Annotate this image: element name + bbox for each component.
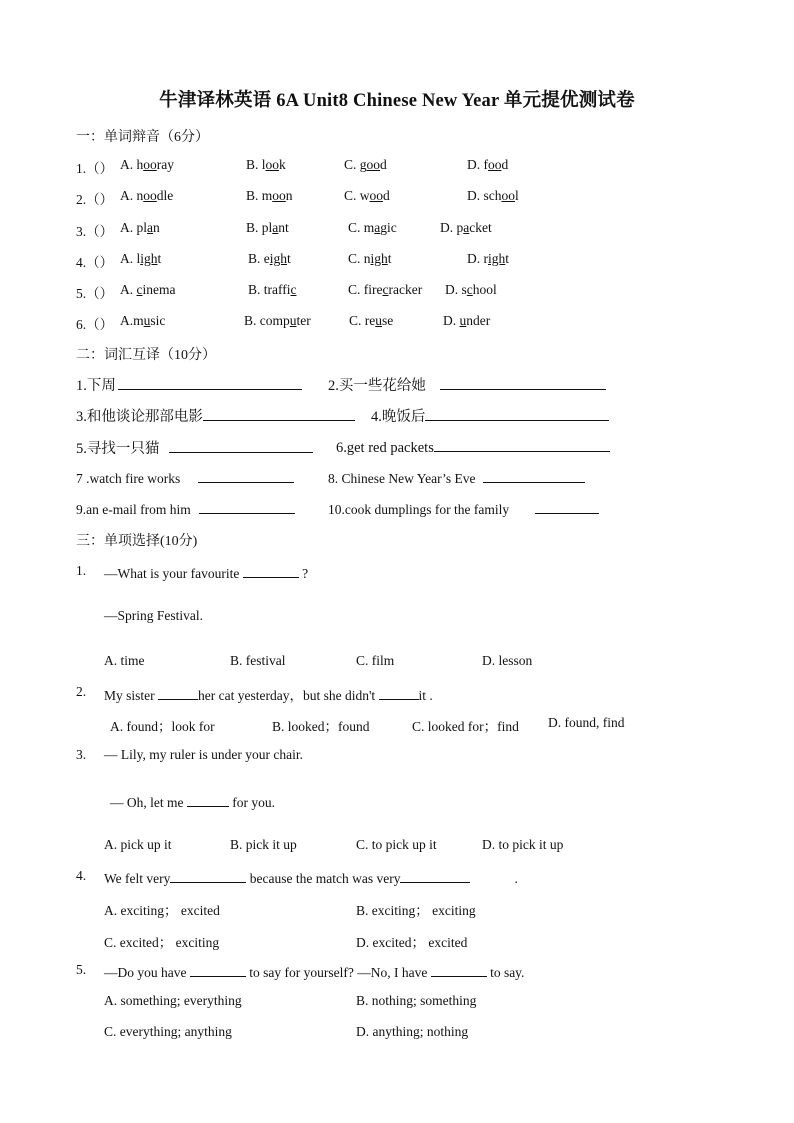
- answer-blank[interactable]: [379, 685, 419, 700]
- option-a: A. cinema: [120, 282, 176, 297]
- answer-blank[interactable]: [169, 438, 313, 453]
- option-c[interactable]: C. everything; anything: [104, 1024, 232, 1039]
- option-c: C. firecracker: [348, 282, 423, 297]
- underlined-letters: u: [143, 313, 151, 328]
- option-d: D. packet: [440, 220, 492, 235]
- option-a: A.music: [120, 313, 166, 328]
- option-a: A. hooray: [120, 157, 174, 172]
- vocab-item-3: 3.和他谈论那部电影: [76, 405, 355, 426]
- vocab-item-7: 7 .watch fire works: [76, 468, 294, 487]
- answer-blank[interactable]: [440, 375, 606, 390]
- underlined-letters: a: [272, 220, 279, 235]
- option-c[interactable]: C. looked for；find: [412, 719, 519, 734]
- vocab-item-6: 6.get red packets: [336, 437, 610, 457]
- answer-blank[interactable]: [199, 499, 295, 514]
- answer-blank[interactable]: [158, 685, 198, 700]
- option-d: D. right: [467, 251, 510, 266]
- question-4-stem: We felt very because the match was very .: [104, 868, 518, 887]
- underlined-letters: u: [459, 313, 467, 328]
- underlined-letters: oo: [501, 188, 515, 203]
- underlined-letters: a: [147, 220, 153, 235]
- question-number[interactable]: 1.（）: [76, 161, 114, 176]
- option-b[interactable]: B. exciting； exciting: [356, 903, 476, 918]
- option-d[interactable]: D. to pick it up: [482, 837, 564, 852]
- option-c: C. wood: [344, 188, 390, 203]
- question-number[interactable]: 5.（）: [76, 286, 114, 301]
- underlined-letters: c: [290, 282, 297, 297]
- option-a[interactable]: A. time: [104, 653, 145, 668]
- option-b: B. moon: [246, 188, 293, 203]
- answer-blank[interactable]: [198, 468, 294, 483]
- underlined-letters: c: [466, 282, 473, 297]
- option-b[interactable]: B. looked；found: [272, 719, 370, 734]
- option-d[interactable]: D. lesson: [482, 653, 533, 668]
- underlined-letters: oo: [272, 188, 286, 203]
- answer-blank[interactable]: [190, 962, 246, 977]
- option-b: B. computer: [244, 313, 311, 328]
- option-c[interactable]: C. excited； exciting: [104, 935, 220, 950]
- question-1-reply: —Spring Festival.: [104, 608, 204, 623]
- option-a: A. light: [120, 251, 162, 266]
- question-2-stem: My sister her cat yesterday，but she didn't it .: [104, 684, 433, 704]
- underlined-letters: igh: [269, 251, 288, 266]
- answer-blank[interactable]: [118, 375, 302, 390]
- answer-blank[interactable]: [243, 563, 299, 578]
- underlined-letters: oo: [143, 188, 157, 203]
- option-d[interactable]: D. anything; nothing: [356, 1024, 469, 1039]
- question-number[interactable]: 6.（）: [76, 317, 114, 332]
- vocab-item-8: 8. Chinese New Year’s Eve: [328, 468, 585, 487]
- option-c[interactable]: C. film: [356, 653, 395, 668]
- option-b[interactable]: B. festival: [230, 653, 286, 668]
- option-c: C. good: [344, 157, 387, 172]
- underlined-letters: a: [374, 220, 381, 235]
- question-number[interactable]: 4.（）: [76, 255, 114, 270]
- option-c: C. magic: [348, 220, 397, 235]
- page-title: 牛津译林英语 6A Unit8 Chinese New Year 单元提优测试卷: [159, 91, 635, 111]
- underlined-letters: oo: [488, 157, 502, 172]
- underlined-letters: u: [289, 313, 297, 328]
- question-3-stem: — Lily, my ruler is under your chair.: [104, 747, 303, 762]
- question-number[interactable]: 2.（）: [76, 192, 114, 207]
- option-c[interactable]: C. to pick up it: [356, 837, 437, 852]
- option-a[interactable]: A. exciting； excited: [104, 903, 220, 918]
- question-number[interactable]: 3.（）: [76, 224, 114, 239]
- question-number: 2.: [76, 684, 87, 699]
- question-number: 4.: [76, 868, 87, 883]
- option-a[interactable]: A. pick up it: [104, 837, 172, 852]
- option-d: D. school: [445, 282, 497, 297]
- option-b[interactable]: B. nothing; something: [356, 993, 477, 1008]
- answer-blank[interactable]: [535, 499, 599, 514]
- answer-blank[interactable]: [400, 868, 470, 883]
- option-b: B. traffic: [248, 282, 297, 297]
- underlined-letters: c: [382, 282, 389, 297]
- option-d: D. food: [467, 157, 509, 172]
- vocab-item-4: 4.晚饭后: [371, 405, 609, 426]
- vocab-item-1: 1.下周: [76, 374, 302, 395]
- option-d: D. under: [443, 313, 491, 328]
- option-a: A. noodle: [120, 188, 174, 203]
- answer-blank[interactable]: [170, 868, 246, 883]
- underlined-letters: igh: [140, 251, 158, 266]
- answer-blank[interactable]: [203, 406, 355, 421]
- question-number: 5.: [76, 962, 87, 977]
- option-b: B. plant: [246, 220, 289, 235]
- underlined-letters: oo: [143, 157, 157, 172]
- option-b[interactable]: B. pick it up: [230, 837, 297, 852]
- question-1-stem: —What is your favourite ?: [104, 563, 308, 582]
- option-b: B. look: [246, 157, 286, 172]
- answer-blank[interactable]: [187, 792, 229, 807]
- question-3-reply: — Oh, let me for you.: [110, 792, 275, 811]
- option-b: B. eight: [248, 251, 291, 266]
- vocab-item-5: 5.寻找一只猫: [76, 437, 313, 458]
- option-d[interactable]: D. excited； excited: [356, 935, 468, 950]
- option-a: A. plan: [120, 220, 160, 235]
- option-c: C. night: [348, 251, 392, 266]
- answer-blank[interactable]: [431, 962, 487, 977]
- question-number: 1.: [76, 563, 87, 578]
- underlined-letters: oo: [265, 157, 280, 172]
- vocab-item-10: 10.cook dumplings for the family: [328, 499, 599, 518]
- vocab-item-9: 9.an e-mail from him: [76, 499, 295, 518]
- option-d[interactable]: D. found, find: [548, 715, 625, 730]
- underlined-letters: oo: [366, 157, 381, 172]
- question-5-stem: —Do you have to say for yourself? —No, I have to say.: [104, 962, 524, 981]
- vocab-item-2: 2.买一些花给她: [328, 374, 606, 395]
- underlined-letters: u: [375, 313, 382, 328]
- underlined-letters: a: [463, 220, 470, 235]
- section-3-heading: 三：单项选择(10分): [76, 534, 198, 549]
- section-1-heading: 一：单词辩音（6分）: [76, 130, 209, 145]
- option-a[interactable]: A. something; everything: [104, 993, 242, 1008]
- underlined-letters: igh: [370, 251, 388, 266]
- underlined-letters: igh: [488, 251, 506, 266]
- option-d: D. school: [467, 188, 519, 203]
- underlined-letters: c: [136, 282, 143, 297]
- section-2-heading: 二：词汇互译（10分）: [76, 348, 216, 363]
- answer-blank[interactable]: [425, 406, 609, 421]
- answer-blank[interactable]: [434, 437, 610, 452]
- answer-blank[interactable]: [483, 468, 585, 483]
- option-a[interactable]: A. found；look for: [110, 719, 215, 734]
- question-number: 3.: [76, 747, 87, 762]
- option-c: C. reuse: [349, 313, 394, 328]
- underlined-letters: oo: [369, 188, 384, 203]
